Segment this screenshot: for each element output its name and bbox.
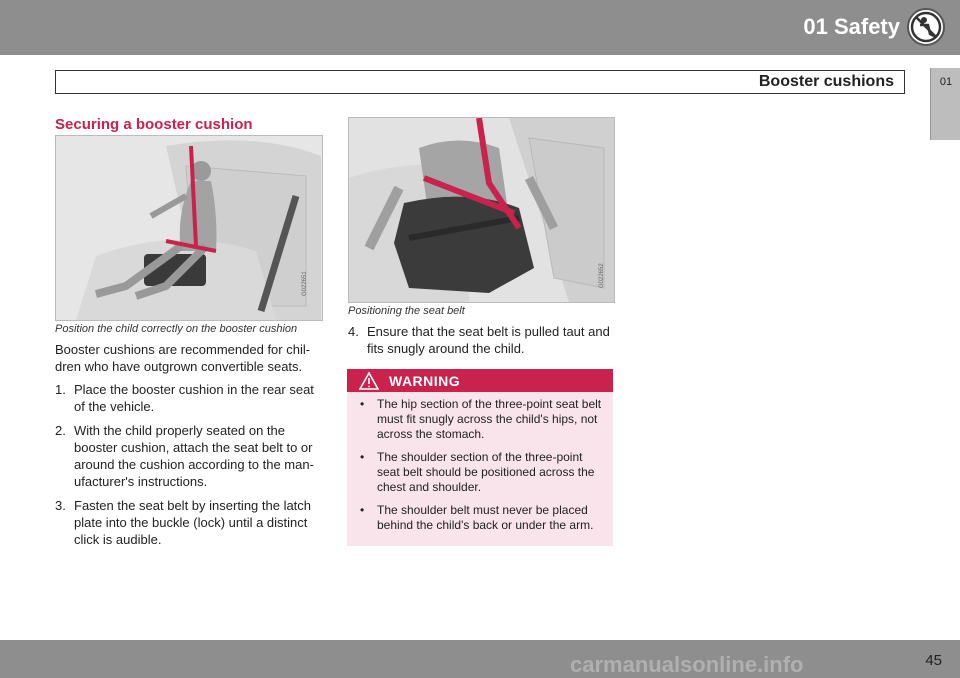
list-item: 2. With the child properly seated on the booster cushion, attach the seat belt to or around the cushion according to the man-ufacturer's instructions. — [55, 423, 314, 489]
no-airbag-icon — [906, 7, 946, 47]
section-title: Booster cushions — [758, 73, 894, 90]
page-heading: Securing a booster cushion — [55, 116, 253, 133]
step-4 — [348, 323, 616, 364]
list-item: 1. Place the booster cushion in the rear seat of the vehicle. — [55, 382, 314, 414]
header-bar — [0, 0, 960, 55]
section-header — [55, 70, 905, 94]
seat-belt-positioning-illustration — [348, 117, 615, 303]
warning-box — [347, 392, 613, 546]
warning-triangle-icon — [359, 372, 379, 390]
chapter-title: 01 Safety — [803, 14, 900, 39]
page-number: 45 — [925, 652, 942, 669]
footer-bar — [0, 640, 960, 678]
intro-text: Booster cushions are recommended for chil-dren who have outgrown convertible seats. — [55, 342, 311, 374]
warning-item: • The shoulder section of the three-point seat belt should be positioned across the chest and shoulder. — [360, 450, 595, 494]
image1-caption: Position the child correctly on the booster cushion — [55, 323, 298, 335]
booster-cushion-illustration — [55, 135, 323, 321]
warning-header — [347, 369, 613, 392]
chapter-tab-label: 01 — [939, 76, 953, 88]
list-item: 4. Ensure that the seat belt is pulled taut and fits snugly around the child. — [348, 324, 610, 356]
warning-title: WARNING — [389, 373, 461, 389]
chapter-tab — [930, 68, 960, 140]
watermark: carmanualsonline.info — [570, 652, 804, 677]
warning-item: • The hip section of the three-point seat belt must fit snugly across the child's hips, not across the stomach. — [360, 397, 602, 441]
warning-item: • The shoulder belt must never be placed behind the child's back or under the arm. — [360, 503, 594, 532]
image2-caption: Positioning the seat belt — [348, 305, 465, 317]
steps-list — [55, 381, 325, 555]
image2-code: G022652 — [599, 263, 605, 288]
list-item: 3. Fasten the seat belt by inserting the latch plate into the buckle (lock) until a distinct click is audible. — [55, 498, 312, 547]
image1-code: G022651 — [302, 271, 308, 296]
